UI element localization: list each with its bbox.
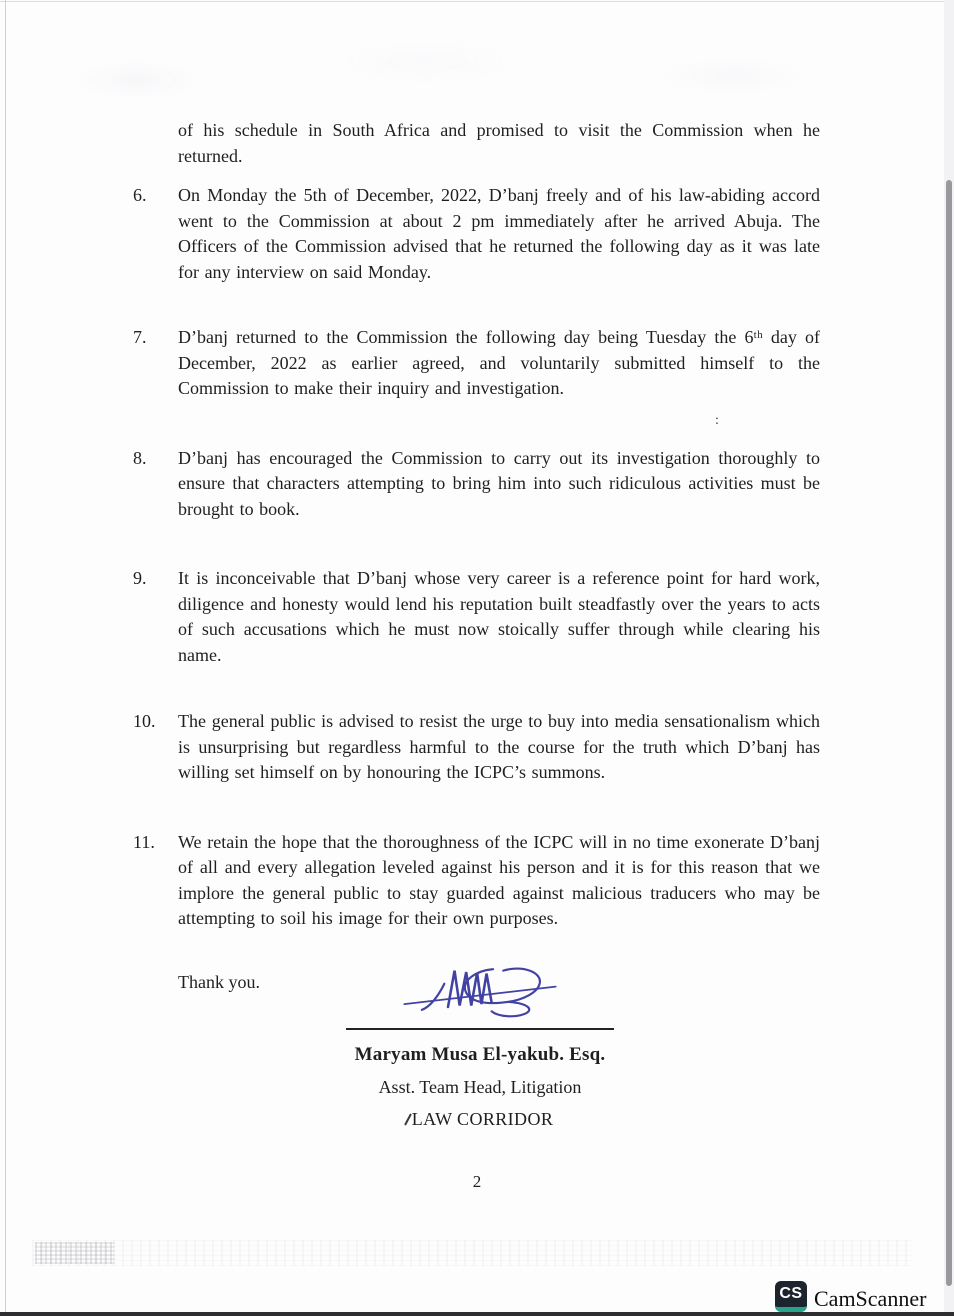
signature-line (346, 1028, 614, 1030)
numbered-item-7 (133, 325, 820, 402)
numbered-item-11 (133, 830, 820, 932)
camscanner-logo-icon: CS (775, 1281, 807, 1312)
item-text: D’banj has encouraged the Commission to carry out its investigation thoroughly to ensure that characters attempting to bring him into such ridiculous activities must be brought to book. (178, 447, 820, 519)
numbered-item-6 (133, 183, 820, 285)
page-left-edge (5, 0, 6, 1316)
document-body (133, 118, 820, 977)
item-text: D’banj returned to the Commission the following day being Tuesday the 6ᵗʰ day of December, 2022 as earlier agreed, and voluntarily submitted himself to the Commission to make their inquiry and investigation. (178, 327, 820, 398)
scan-noise (32, 1240, 912, 1266)
scan-noise (35, 1242, 115, 1264)
page-top-edge (0, 1, 954, 2)
item-text: It is inconceivable that D’banj whose very career is a reference point for hard work, diligence and honesty would lend his reputation built steadfastly over the years to acts of such accusations which he must now stoically suffer through while clearing his name. (178, 568, 820, 665)
stray-pen-mark (404, 1113, 412, 1125)
page-number: 2 (472, 1172, 482, 1191)
numbered-item-8 (133, 446, 820, 523)
scrollbar-thumb[interactable] (946, 180, 952, 1286)
item-text: On Monday the 5th of December, 2022, D’banj freely and of his law-abiding accord went to the Commission at about 2 pm immediately after he arrived Abuja. The Officers of the Commission advised that he returned the following day as it was late for any interview on said Monday. (178, 185, 820, 282)
signatory-name: Maryam Musa El-yakub. Esq. (354, 1044, 606, 1065)
screen-bottom-edge (0, 1312, 954, 1316)
item-number: 9. (133, 568, 147, 588)
closing-text: Thank you. (178, 972, 260, 992)
item-number: 11. (133, 831, 155, 852)
handwritten-signature (400, 956, 560, 1026)
numbered-item-9 (133, 566, 820, 668)
item-number: 10. (133, 711, 156, 731)
item-number: 6. (133, 185, 147, 205)
numbered-item-10 (133, 709, 820, 786)
organization-name: LAW CORRIDOR (411, 1109, 554, 1129)
item-number: 7. (133, 327, 147, 347)
item-text: We retain the hope that the thoroughness of the ICPC will in no time exonerate D’banj of all and every allegation leveled against his person and it is for this reason that we implore the general public to stay guarded against malicious traducers who may be attempting to soil his image for their own purposes. (178, 831, 820, 928)
camscanner-brand-text: CamScanner (814, 1286, 927, 1311)
scan-noise (30, 26, 910, 116)
item-text: The general public is advised to resist the urge to buy into media sensationalism which is unsurprising but regardless harmful to the course for the truth which D’banj has willing set himself on by honouring the ICPC’s summons. (178, 711, 820, 782)
scan-artifact-mark: : (715, 413, 719, 428)
signature-block (330, 956, 630, 1130)
scrollbar-track[interactable] (944, 0, 954, 1312)
item-number: 8. (133, 447, 147, 468)
signatory-title: Asst. Team Head, Litigation (378, 1077, 582, 1097)
paragraph-continuation: of his schedule in South Africa and promised to visit the Commission when he returned. (178, 120, 820, 166)
signatory-organization (330, 1109, 630, 1130)
